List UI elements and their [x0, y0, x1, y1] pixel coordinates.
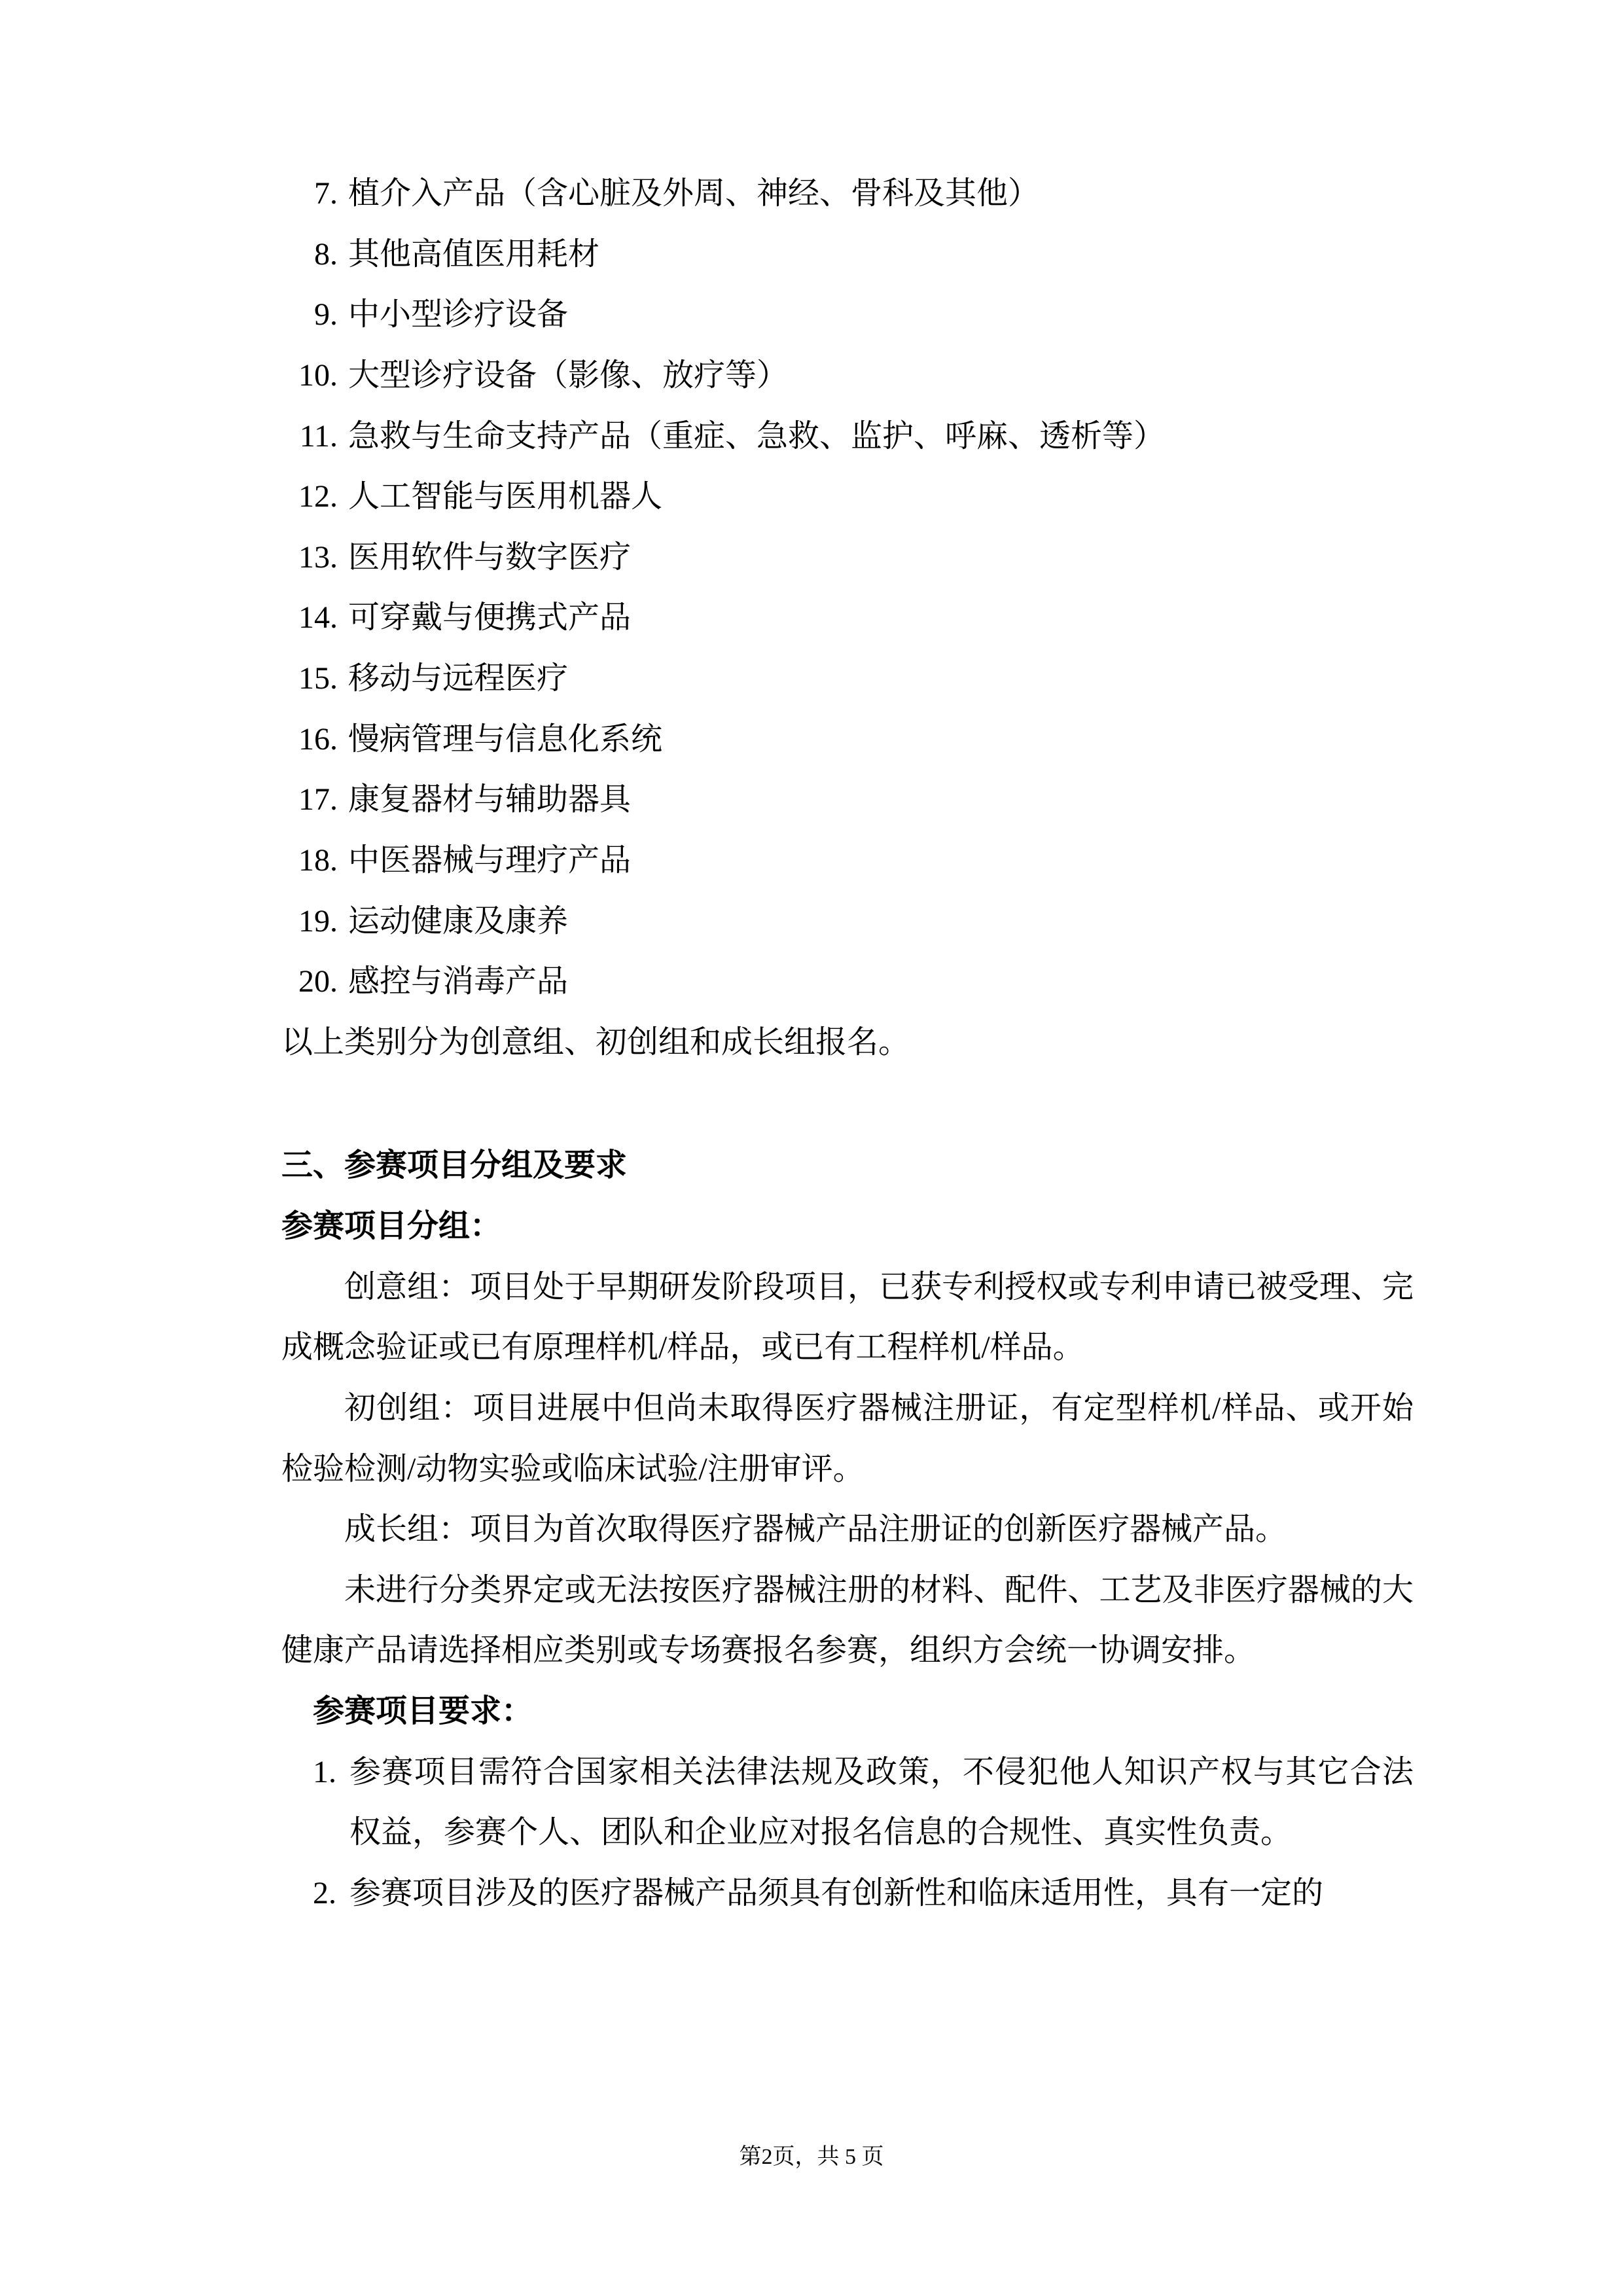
- list-item: [281, 709, 1414, 770]
- page-footer: 第2页，共 5 页: [739, 2145, 884, 2169]
- list-item: [281, 346, 1414, 406]
- group-heading: 参赛项目分组：: [281, 1209, 502, 1244]
- section-spacer: [281, 1073, 1414, 1136]
- list-item-index: 17.: [298, 782, 338, 817]
- document-body: [281, 164, 1414, 1924]
- requirement-heading: 参赛项目要求：: [313, 1694, 533, 1729]
- list-item-index: 20.: [298, 964, 338, 999]
- list-item-label: 慢病管理与信息化系统: [348, 721, 663, 757]
- list-item-index: 16.: [298, 721, 338, 757]
- list-item-index: 10.: [298, 357, 338, 393]
- list-item-label: 康复器材与辅助器具: [348, 782, 632, 817]
- list-item-index: 11.: [299, 418, 338, 454]
- list-note: 以上类别分为创意组、初创组和成长组报名。: [281, 1024, 910, 1060]
- list-item: [281, 285, 1414, 346]
- list-item-index: 18.: [298, 842, 338, 878]
- list-item-index: 8.: [314, 236, 338, 272]
- list-item: [281, 891, 1414, 952]
- list-item-index: 12.: [298, 479, 338, 514]
- requirement-text: 参赛项目涉及的医疗器械产品须具有创新性和临床适用性，具有一定的: [349, 1875, 1324, 1910]
- group-paragraph-startup: 初创组：项目进展中但尚未取得医疗器械注册证，有定型样机/样品、或开始检验检测/动物实验或临床试验/注册审评。: [281, 1390, 1414, 1486]
- list-item: [281, 770, 1414, 831]
- list-item-index: 9.: [314, 297, 338, 332]
- list-item: [281, 831, 1414, 891]
- list-item-label: 中医器械与理疗产品: [348, 842, 632, 878]
- list-item-label: 中小型诊疗设备: [348, 297, 569, 332]
- group-paragraph-growth: 成长组：项目为首次取得医疗器械产品注册证的创新医疗器械产品。: [344, 1512, 1287, 1547]
- section-title: 三、参赛项目分组及要求: [281, 1148, 628, 1183]
- list-item: [281, 952, 1414, 1013]
- list-item-label: 植介入产品（含心脏及外周、神经、骨科及其他）: [348, 176, 1040, 211]
- group-paragraph-other: 未进行分类界定或无法按医疗器械注册的材料、配件、工艺及非医疗器械的大健康产品请选择相应类别或专场赛报名参赛，组织方会统一协调安排。: [281, 1572, 1414, 1668]
- list-item: [281, 649, 1414, 709]
- list-item-index: 15.: [298, 661, 338, 696]
- list-item: [281, 406, 1414, 467]
- list-item-label: 可穿戴与便携式产品: [348, 600, 632, 636]
- list-item-index: 19.: [298, 903, 338, 939]
- list-item-index: 7.: [314, 176, 338, 211]
- requirement-index: 1.: [313, 1754, 336, 1789]
- requirement-text: 参赛项目需符合国家相关法律法规及政策，不侵犯他人知识产权与其它合法权益，参赛个人、团队和企业应对报名信息的合规性、真实性负责。: [349, 1754, 1414, 1850]
- requirement-item: [281, 1863, 1414, 1924]
- list-item-label: 运动健康及康养: [348, 903, 569, 939]
- list-item: [281, 528, 1414, 588]
- group-paragraph-creative: 创意组：项目处于早期研发阶段项目，已获专利授权或专利申请已被受理、完成概念验证或已有原理样机/样品，或已有工程样机/样品。: [281, 1269, 1414, 1365]
- list-item-index: 13.: [298, 539, 338, 575]
- list-item: [281, 467, 1414, 528]
- list-item: [281, 164, 1414, 224]
- list-item-index: 14.: [298, 600, 338, 636]
- requirement-item: [281, 1742, 1414, 1863]
- list-item-label: 其他高值医用耗材: [348, 236, 600, 272]
- category-list: [281, 164, 1414, 1013]
- list-item-label: 急救与生命支持产品（重症、急救、监护、呼麻、透析等）: [348, 418, 1166, 454]
- list-item-label: 大型诊疗设备（影像、放疗等）: [348, 357, 789, 393]
- list-item-label: 移动与远程医疗: [348, 661, 569, 696]
- list-item: [281, 224, 1414, 285]
- list-item-label: 感控与消毒产品: [348, 964, 569, 999]
- list-item-label: 人工智能与医用机器人: [348, 479, 663, 514]
- list-item-label: 医用软件与数字医疗: [348, 539, 632, 575]
- requirement-index: 2.: [313, 1875, 336, 1910]
- list-item: [281, 588, 1414, 649]
